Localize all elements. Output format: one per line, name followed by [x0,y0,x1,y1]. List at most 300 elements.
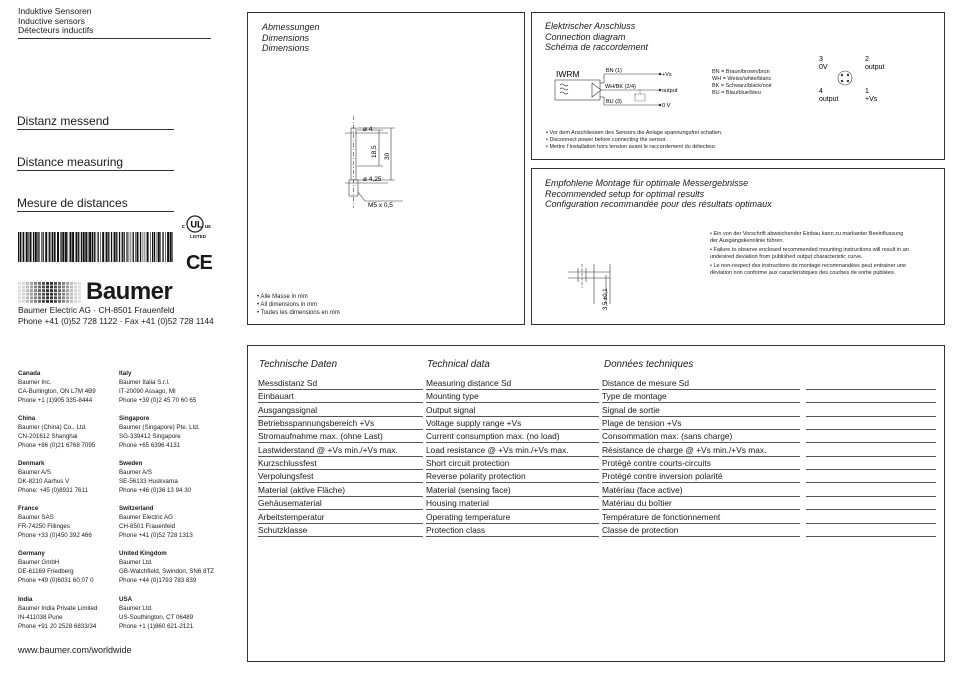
connection-title-de: Elektrischer Anschluss [545,21,636,31]
mounting-title [545,178,772,210]
terminal-0v-label: 0 V [662,103,671,109]
logo-grid-cell [26,289,29,292]
barcode-bar [152,232,153,262]
office-name: Baumer Inc. [18,379,52,386]
logo-grid-cell [74,289,77,292]
office-country: United Kingdom [119,550,167,557]
office-addr: SE-56133 Huskvarna [119,478,178,485]
office-addr: IT-20090 Assago, MI [119,388,176,395]
logo-grid-cell [66,296,69,299]
office-phone: Phone +1 (1)905 335-8444 [18,397,93,404]
logo-grid-cell [42,286,45,289]
dimension-drawing [343,108,423,218]
barcode-bar [60,232,61,262]
dimensions-title-en: Dimensions [262,32,310,43]
office-name: Baumer Ltd. [119,559,153,566]
mounting-note-fr-text: Le non-respect des instructions de montage recommandées peut entrainer une déviation non conforme aux caractéristiques des courbes de sortie publiées. [710,263,907,276]
logo-grid-cell [38,289,41,292]
logo-grid-cell [22,289,25,292]
barcode-bar [62,232,64,262]
barcode-bar [96,232,97,262]
logo-grid-cell [50,293,53,296]
dimensions-note-fr: • Toutes les dimensions en mm [257,310,340,316]
logo-grid-cell [34,293,37,296]
logo-grid-cell [74,300,77,303]
title-de-rule [17,129,174,130]
barcode-bar [37,232,38,262]
dimensions-title-fr: Dimensions [262,43,310,53]
barcode-bar [51,232,52,262]
office-phone: Phone +33 (0)450 392 466 [18,532,92,539]
connection-note-en: • Disconnect power before connecting the sensor. [546,137,667,143]
logo-grid-cell [46,289,49,292]
office-addr: IN-411038 Pune [18,614,63,621]
techdata-cell: Material (aktive Fläche) [258,484,423,497]
barcode-bar [52,232,53,262]
svg-text:c: c [182,224,185,230]
barcode-bar [160,232,161,262]
logo-grid-cell [18,282,21,285]
logo-grid-cell [34,289,37,292]
techdata-header-en: Technical data [427,359,490,370]
office-name: Baumer Ltd. [119,605,153,612]
logo-grid-cell [54,286,57,289]
logo-grid-cell [62,296,65,299]
techdata-value-field [806,524,936,537]
logo-grid-cell [46,300,49,303]
wire-whbk-label: WH/BK (2/4) [605,84,636,90]
logo-grid-cell [62,293,65,296]
pin-3-label: 0V [819,64,828,71]
logo-grid-cell [38,293,41,296]
website-link[interactable]: www.baumer.com/worldwide [18,645,132,655]
barcode-bar [89,232,91,262]
office-name: Baumer GmbH [18,559,60,566]
logo-grid-cell [70,293,73,296]
logo-grid-cell [42,300,45,303]
office-country: Sweden [119,460,143,467]
logo-grid-cell [50,282,53,285]
logo-grid-cell [42,296,45,299]
techdata-cell: Matériau (face active) [602,484,800,497]
logo-grid-cell [30,300,33,303]
company-phone: Phone +41 (0)52 728 1122 · Fax +41 (0)52 728 1144 [18,316,214,326]
office-country: France [18,505,39,512]
logo-grid-cell [74,282,77,285]
techdata-value-field [806,497,936,510]
office-italy [119,369,229,405]
logo-grid-cell [26,296,29,299]
office-phone: Phone +1 (1)860 621-2121 [119,623,194,630]
office-country: China [18,415,36,422]
logo-grid-cell [38,296,41,299]
techdata-cell: Température de fonctionnement [602,511,800,524]
office-phone: Phone +86 (0)21 6768 7095 [18,442,96,449]
logo-grid-cell [58,296,61,299]
barcode-bar [88,232,89,262]
barcode-bar [150,232,151,262]
terminal-vs-label: +Vs [662,72,672,78]
techdata-cell: Einbauart [258,390,423,403]
techdata-cell: Protection class [426,524,599,537]
office-addr: FR-74250 Fillinges [18,523,70,530]
barcode-bar [106,232,108,262]
category-fr: Détecteurs inductifs [18,25,94,36]
techdata-cell: Stromaufnahme max. (ohne Last) [258,430,423,443]
dimensions-title [262,22,320,54]
office-country: Switzerland [119,505,154,512]
connection-title-en: Connection diagram [545,31,626,42]
company-address: Baumer Electric AG · CH-8501 Frauenfeld [18,305,175,315]
barcode-bar [167,232,169,262]
legend-bk: BK = Schwarz/black/noir [712,83,772,89]
techdata-cell: Matériau du boîtier [602,497,800,510]
logo-grid-cell [46,293,49,296]
mounting-note-de: • Ein von der Vorschrift abweichender Einbau kann zu markanter Beeinflussung der Ausgangskennlinie führen. [710,231,904,244]
logo-grid-cell [54,289,57,292]
svg-text:us: us [205,224,211,230]
office-addr: DK-8210 Aarhus V [18,478,70,485]
techdata-cell: Lastwiderstand @ +Vs min./+Vs max. [258,444,423,457]
ce-mark-icon [186,252,212,275]
barcode-bar [78,232,79,262]
barcode-bar [143,232,144,262]
barcode-bar [102,232,104,262]
techdata-cell: Short circuit protection [426,457,599,470]
mounting-note-fr: • Le non-respect des instructions de montage recommandées peut entrainer une déviation non conforme aux caractéristiques des courbes de sortie publiées. [710,263,907,276]
mounting-panel [531,168,945,325]
office-addr: CA-Burlington, ON L7M 4B9 [18,388,96,395]
barcode-bar [70,232,72,262]
logo-grid-cell [66,289,69,292]
barcode-bar [140,232,141,262]
logo-grid-cell [78,293,81,296]
pin-1-label: +Vs [865,96,878,103]
techdata-cell: Distance de mesure Sd [602,377,800,390]
techdata-cell: Output signal [426,404,599,417]
logo-grid-cell [26,300,29,303]
barcode-bar [39,232,40,262]
office-country: Denmark [18,460,45,467]
logo-grid-cell [58,282,61,285]
logo-grid-cell [62,282,65,285]
office-phone: Phone +39 (0)2 45 70 60 65 [119,397,197,404]
barcode-bar [162,232,163,262]
techdata-cell: Résistance de charge @ +Vs min./+Vs max. [602,444,800,457]
logo-grid-cell [34,296,37,299]
logo-grid-cell [62,300,65,303]
techdata-cell: Voltage supply range +Vs [426,417,599,430]
wire-bu-label: BU (3) [606,99,622,105]
logo-grid-cell [34,286,37,289]
logo-grid-cell [74,296,77,299]
logo-grid-cell [26,282,29,285]
terminal-output-label: output [662,88,678,94]
dimensions-note-en: • All dimensions in mm [257,302,318,308]
legend-wh: WH = Weiss/white/blanc [712,76,772,82]
title-en-rule [17,170,174,171]
techdata-cell: Housing material [426,497,599,510]
office-sweden [119,459,229,495]
logo-grid-cell [58,300,61,303]
barcode-bar [30,232,32,262]
barcode-bar [81,232,82,262]
office-switzerland [119,504,229,540]
barcode-bar [170,232,172,262]
techdata-cell: Measuring distance Sd [426,377,599,390]
mounting-note-en: • Failure to observe enclosed recommended mounting instructions will result in an undesired deviation from published output characteristic curve. [710,247,909,260]
office-name: Baumer Electric AG [119,514,173,521]
logo-grid-cell [70,286,73,289]
techdata-cell: Type de montage [602,390,800,403]
pin-4-number: 4 [819,88,823,95]
pin-4-label: output [819,96,839,103]
category-block [18,7,93,36]
connection-title-fr: Schéma de raccordement [545,42,649,52]
barcode-bar [100,232,101,262]
techdata-value-field [806,404,936,417]
title-fr-rule [17,211,174,212]
techdata-value-field [806,457,936,470]
techdata-cell: Classe de protection [602,524,800,537]
logo-grid-cell [18,296,21,299]
dim-thread: M5 x 0,5 [368,202,393,209]
logo-grid-cell [70,289,73,292]
techdata-cell: Schutzklasse [258,524,423,537]
office-name: Baumer A/S [18,469,52,476]
logo-grid-cell [30,293,33,296]
techdata-cell: Arbeitstemperatur [258,511,423,524]
dimensions-title-de: Abmessungen [262,22,320,32]
barcode-bar [41,232,42,262]
logo-grid-cell [18,286,21,289]
barcode-bar [172,232,173,262]
office-name: Baumer Italia S.r.l. [119,379,170,386]
logo-grid-cell [38,300,41,303]
office-name: Baumer India Private Limited [18,605,98,612]
logo-grid-cell [70,300,73,303]
techdata-cell: Reverse polarity protection [426,470,599,483]
logo-grid-cell [46,296,49,299]
dim-length-30: 30 [384,152,391,160]
techdata-cell: Load resistance @ +Vs min./+Vs max. [426,444,599,457]
dim-diameter-4: ø 4 [363,126,373,133]
barcode-bar [92,232,93,262]
logo-grid-cell [22,286,25,289]
techdata-cell: Verpolungsfest [258,470,423,483]
baumer-logo [18,278,173,305]
barcode-bar [135,232,136,262]
techdata-value-field [806,511,936,524]
office-country: India [18,596,33,603]
logo-grid-cell [78,300,81,303]
barcode-bar [68,232,69,262]
logo-grid-cell [70,282,73,285]
barcode-bar [126,232,127,262]
barcode-bar [54,232,56,262]
category-en: Inductive sensors [18,15,85,26]
category-rule [18,38,211,39]
logo-grid-cell [38,286,41,289]
techdata-cell: Ausgangssignal [258,404,423,417]
techdata-cell: Signal de sortie [602,404,800,417]
office-country: Germany [18,550,45,557]
logo-grid-cell [34,300,37,303]
barcode-bar [85,232,87,262]
office-phone: Phone +49 (0)6031 60 07 0 [18,577,94,584]
title-en: Distance measuring [17,155,124,169]
office-canada [18,369,128,405]
office-phone: Phone: +45 (0)8931 7611 [18,487,88,494]
barcode-bar [26,232,28,262]
logo-grid-cell [50,296,53,299]
office-phone: Phone +41 (0)52 728 1313 [119,532,193,539]
office-country: USA [119,596,133,603]
techdata-value-field [806,470,936,483]
logo-grid-cell [66,293,69,296]
techdata-cell: Operating temperature [426,511,599,524]
logo-grid-cell [22,282,25,285]
techdata-cell: Protégé contre courts-circuits [602,457,800,470]
logo-grid-cell [54,282,57,285]
techdata-cell: Material (sensing face) [426,484,599,497]
barcode-bar [28,232,29,262]
techdata-cell: Kurzschlussfest [258,457,423,470]
logo-grid-cell [18,293,21,296]
barcode-bar [114,232,116,262]
barcode-bar [147,232,149,262]
barcode-bar [137,232,139,262]
techdata-cell: Messdistanz Sd [258,377,423,390]
office-name: Baumer (China) Co., Ltd. [18,424,87,431]
mounting-note-de-text: Ein von der Vorschrift abweichender Einbau kann zu markanter Beeinflussung der Ausgangskennlinie führen. [710,231,904,244]
ul-listed-text: LISTED [190,234,207,239]
logo-grid-cell [30,296,33,299]
techdata-cell: Plage de tension +Vs [602,417,800,430]
logo-grid-cell [42,289,45,292]
logo-grid-cell [46,286,49,289]
connector-pinout [815,51,905,107]
logo-grid-cell [34,282,37,285]
barcode-bar [94,232,95,262]
office-usa [119,595,229,631]
techdata-value-field [806,484,936,497]
logo-grid-cell [50,300,53,303]
logo-grid-cell [54,300,57,303]
barcode-bar [83,232,85,262]
barcode-bar [129,232,130,262]
legend-bu: BU = Blau/blue/bleu [712,90,761,96]
pin-2-number: 2 [865,56,869,63]
logo-grid-cell [66,300,69,303]
barcode-bar [45,232,47,262]
office-addr: DE-61169 Friedberg [18,568,74,575]
office-phone: Phone +44 (0)1793 783 839 [119,577,197,584]
barcode-bar [23,232,24,262]
barcode-bar [154,232,155,262]
logo-grid-cell [62,289,65,292]
techdata-cell: Mounting type [426,390,599,403]
office-denmark [18,459,128,495]
logo-grid-cell [50,286,53,289]
logo-grid-cell [50,289,53,292]
logo-grid-cell [22,293,25,296]
barcode [18,232,175,262]
connection-note-de: • Vor dem Anschliessen des Sensors die Anlage spannungsfrei schalten. [546,130,723,136]
dim-diameter-4-25: ø 4,25 [363,176,382,183]
office-united-kingdom [119,549,229,585]
logo-grid-cell [22,296,25,299]
barcode-bar [65,232,67,262]
barcode-bar [43,232,44,262]
office-name: Baumer SAS [18,514,54,521]
logo-grid-cell [66,282,69,285]
barcode-bar [108,232,109,262]
office-phone: Phone +46 (0)36 13 94 30 [119,487,192,494]
barcode-bar [72,232,74,262]
office-addr: SG-339412 Singapore [119,433,181,440]
logo-grid-cell [78,282,81,285]
barcode-bar [116,232,117,262]
pin-3-number: 3 [819,56,823,63]
logo-grid-cell [26,286,29,289]
connection-note-fr: • Mettre l´installation hors tension avant le raccordement du détecteur. [546,144,717,150]
techdata-header-fr: Données techniques [604,359,694,370]
office-country: Italy [119,370,132,377]
logo-grid-cell [74,286,77,289]
barcode-bar [158,232,160,262]
wire-color-legend [712,69,772,97]
barcode-bar [133,232,134,262]
barcode-bar [98,232,99,262]
wiring-diagram [552,63,682,113]
technical-data-panel [247,345,945,662]
mounting-title-fr: Configuration recommandée pour des résultats optimaux [545,199,772,209]
logo-grid-cell [46,282,49,285]
techdata-cell: Consommation max. (sans charge) [602,430,800,443]
logo-grid-cell [22,300,25,303]
techdata-value-field [806,430,936,443]
logo-grid-cell [78,286,81,289]
dim-length-18-5: 18,5 [371,145,378,158]
techdata-value-field [806,417,936,430]
logo-grid-cell [38,282,41,285]
logo-grid-cell [18,300,21,303]
mounting-title-en: Recommended setup for optimal results [545,188,705,199]
logo-grid-cell [30,289,33,292]
office-phone: Phone +91 20 2528 6833/34 [18,623,97,630]
logo-grid-cell [58,289,61,292]
barcode-bar [111,232,112,262]
office-phone: Phone +65 6396 4131 [119,442,181,449]
barcode-bar [18,232,19,262]
office-country: Singapore [119,415,150,422]
office-name: Baumer (Singapore) Pte. Ltd. [119,424,200,431]
mounting-title-de: Empfohlene Montage für optimale Messergebnisse [545,178,749,188]
barcode-bar [165,232,166,262]
barcode-bar [35,232,37,262]
techdata-header-de: Technische Daten [259,359,338,370]
logo-grid-cell [18,289,21,292]
logo-grid-cell [58,286,61,289]
barcode-bar [131,232,132,262]
barcode-bar [122,232,123,262]
svg-text:UL: UL [190,219,203,230]
office-country: Canada [18,370,41,377]
barcode-bar [157,232,158,262]
logo-grid-cell [66,286,69,289]
techdata-cell: Protégé contre inversion polarité [602,470,800,483]
